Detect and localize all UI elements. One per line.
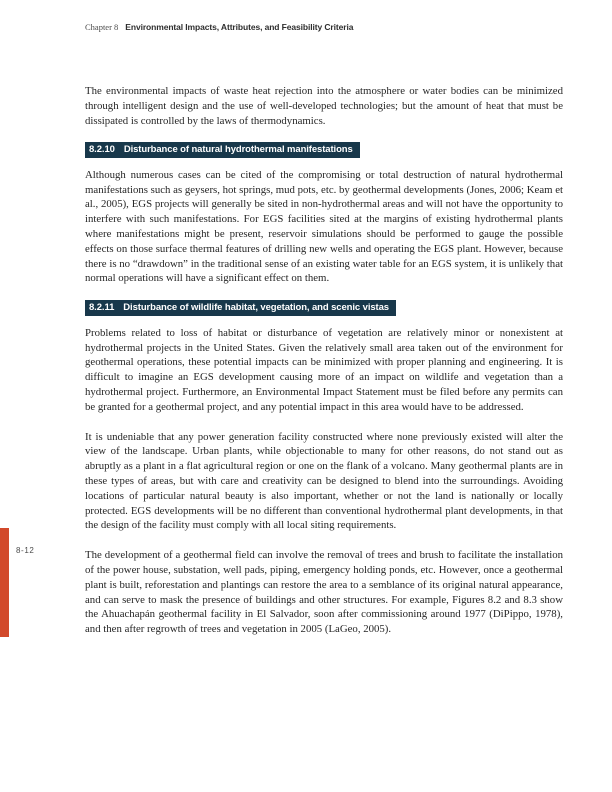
page-number: 8-12 <box>16 546 35 555</box>
section-heading-8-2-10-block <box>85 139 563 163</box>
section-title: Disturbance of wildlife habitat, vegetation, and scenic vistas <box>123 302 389 314</box>
section-title: Disturbance of natural hydrothermal manifestations <box>123 144 353 156</box>
section-8-2-11-paragraph-1: Problems related to loss of habitat or disturbance of vegetation are relatively minor or nonexistent at hydrothermal projects in the United States. Given the relatively small area taken out of the environment for geothermal operations, these potential impacts can be minimized with proper planning and engineering. It is difficult to imagine an EGS development causing more of an impact on wildlife and vegetation than a hydrothermal project. Furthermore, an Environmental Impact Statement must be filed before any permits can be granted for a geothermal project, and any potential impact in this area would have to be addressed. <box>85 326 563 413</box>
page-header <box>85 17 353 35</box>
accent-bar <box>0 528 9 637</box>
section-number: 8.2.11 <box>89 302 115 314</box>
section-8-2-11-paragraph-3: The development of a geothermal field can involve the removal of trees and brush to facilitate the installation of the power house, substation, well pads, piping, emergency holding ponds, etc. However, once a geothermal plant is built, reforestation and plantings can restore the area to a semblance of its original natural appearance, and can serve to mask the presence of buildings and other structures. For example, Figures 8.2 and 8.3 show the Ahuachapán geothermal facility in El Salvador, soon after commissioning around 1977 (DiPippo, 1978), and then after regrowth of trees and vegetation in 2005 (LaGeo, 2005). <box>85 549 563 636</box>
chapter-title: Environmental Impacts, Attributes, and Feasibility Criteria <box>125 22 354 32</box>
section-8-2-11-paragraph-2: It is undeniable that any power generation facility constructed where none previously existed will alter the view of the landscape. Urban plants, while objectionable to many for other reasons, do not stand out as abruptly as a plant in a flat agricultural region or one on the flank of a volcano. Many geothermal plants are in these types of areas, but with care and creativity can be designed to blend into the surroundings. Avoiding locations of particular natural beauty is also important, whether or not the land is nationally or locally protected. EGS developments will be no different than conventional hydrothermal plant developments, in that the design of the facility must comply with all local siting requirements. <box>85 430 563 532</box>
section-8-2-10-paragraph: Although numerous cases can be cited of the compromising or total destruction of natural hydrothermal manifestations such as geysers, hot springs, mud pots, etc. by geothermal developments (Jones, 2006; Keam et al., 2005), EGS projects will generally be sited in non-hydrothermal areas and will not have the opportunity to interfere with such manifestations. For EGS facilities sited at the margins of existing hydrothermal plants where manifestations might be present, reservoir simulations should be performed to gauge the possible effects on those surface thermal features of drilling new wells and operating the EGS plant. However, because there is no “drawdown” in the traditional sense of an existing water table for an EGS system, it is unlikely that normal operations will have a significant effect on them. <box>85 168 563 285</box>
intro-paragraph: The environmental impacts of waste heat rejection into the atmosphere or water bodies can be minimized through intelligent design and the use of well-developed technologies; but the amount of heat that must be dissipated is controlled by the laws of thermodynamics. <box>85 85 563 127</box>
chapter-label: Chapter 8 <box>85 22 119 32</box>
content-column <box>85 84 563 648</box>
section-heading-8-2-11-block <box>85 297 563 321</box>
section-heading-8-2-11 <box>85 300 396 316</box>
section-number: 8.2.10 <box>89 144 115 156</box>
section-heading-8-2-10 <box>85 142 360 158</box>
